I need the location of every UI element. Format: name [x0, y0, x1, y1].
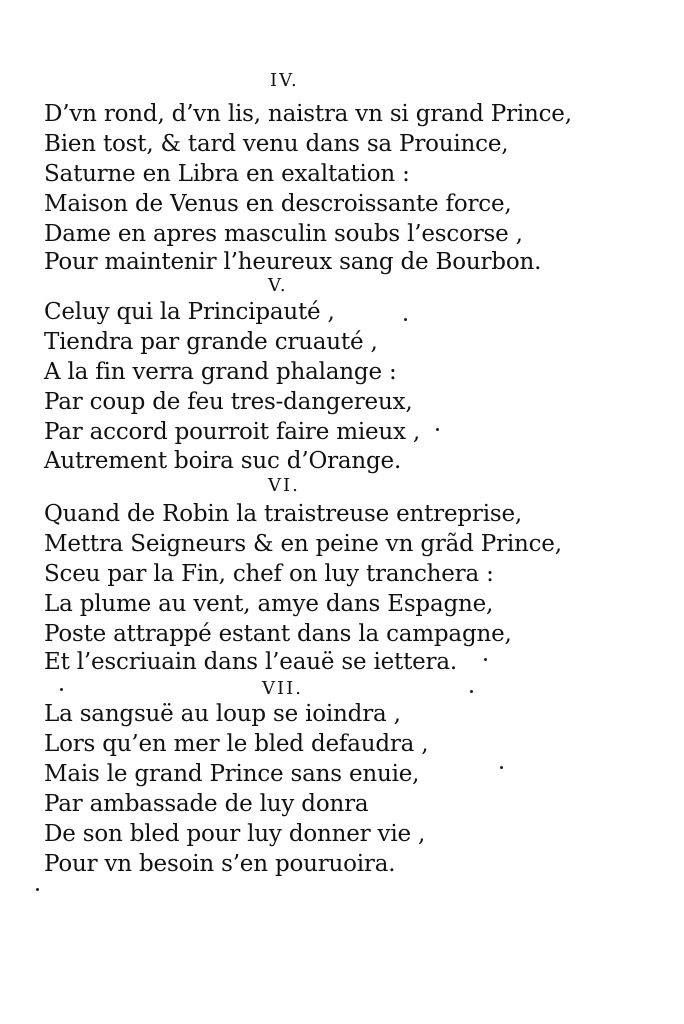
verse-line: Bien tost, & tard venu dans sa Prouince, [44, 131, 509, 157]
verse-line: Celuy qui la Principauté , [44, 299, 335, 325]
verse-line: Pour vn besoin s’en pouruoira. [44, 851, 396, 877]
verse-line: Pour maintenir l’heureux sang de Bourbon. [44, 249, 542, 275]
verse-line: Et l’escriuain dans l’eauë se iettera. [44, 649, 457, 675]
verse-line: Mettra Seigneurs & en peine vn grãd Prince, [44, 531, 562, 557]
verse-line: Dame en apres masculin soubs l’escorse , [44, 221, 523, 247]
verse-line: Par coup de feu tres-dangereux, [44, 389, 413, 415]
verse-line: A la fin verra grand phalange : [44, 359, 397, 385]
verse-line: La plume au vent, amye dans Espagne, [44, 591, 494, 617]
verse-line: Par accord pourroit faire mieux , [44, 419, 421, 445]
verse-line: Tiendra par grande cruauté , [44, 329, 378, 355]
ink-speck [484, 658, 487, 661]
verse-line: Mais le grand Prince sans enuie, [44, 761, 420, 787]
verse-line: De son bled pour luy donner vie , [44, 821, 426, 847]
verse-line: D’vn rond, d’vn lis, naistra vn si grand Prince, [44, 101, 572, 127]
quatrain-number-iv: IV. [270, 70, 299, 91]
verse-line: Autrement boira suc d’Orange. [44, 448, 402, 474]
ink-speck [500, 766, 503, 769]
verse-line: Lors qu’en mer le bled defaudra , [44, 731, 429, 757]
verse-line: Quand de Robin la traistreuse entreprise, [44, 501, 522, 527]
ink-speck [436, 428, 439, 431]
quatrain-number-vi: VI. [268, 475, 300, 496]
quatrain-number-v: V. [268, 275, 288, 296]
ink-speck [470, 690, 473, 693]
ink-speck [60, 688, 63, 691]
ink-speck [36, 888, 39, 891]
verse-line: Saturne en Libra en exaltation : [44, 161, 410, 187]
verse-line: Maison de Venus en descroissante force, [44, 191, 512, 217]
verse-line: Sceu par la Fin, chef on luy tranchera : [44, 561, 494, 587]
verse-line: Par ambassade de luy donra [44, 791, 369, 817]
verse-line: Poste attrappé estant dans la campagne, [44, 621, 512, 647]
verse-line: La sangsuë au loup se ioindra , [44, 701, 401, 727]
ink-speck [404, 318, 407, 321]
quatrain-number-vii: VII. [262, 678, 303, 699]
